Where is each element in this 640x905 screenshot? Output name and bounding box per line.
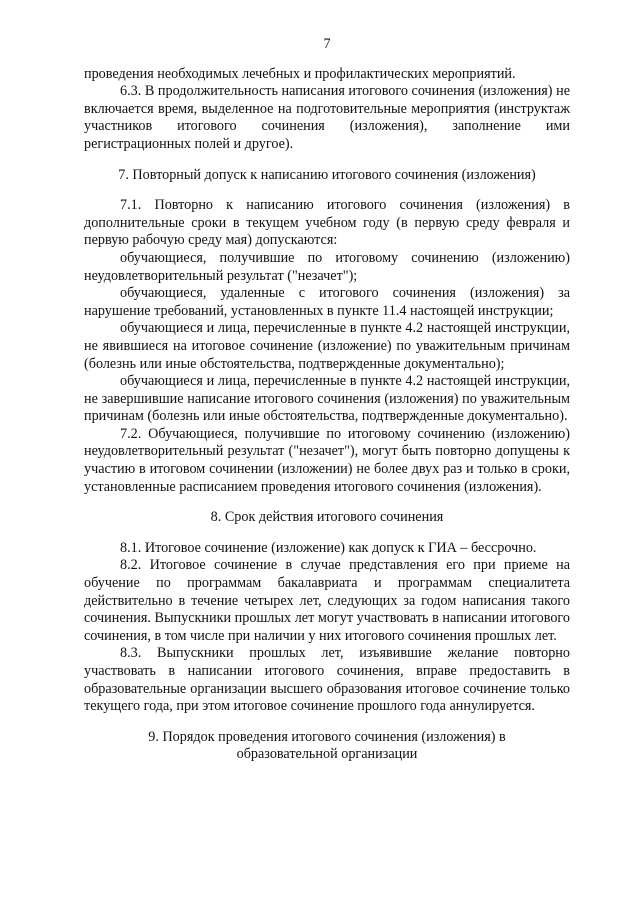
list-item-removed-participants: обучающиеся, удаленные с итогового сочинения (изложения) за нарушение требований, установленных в пункте 11.4 настоящей инструкции; — [84, 285, 570, 319]
page-number: 7 — [323, 36, 331, 52]
list-item-unsatisfactory-result: обучающиеся, получившие по итоговому сочинению (изложению) неудовлетворительный результат ("незачет"); — [84, 249, 570, 284]
paragraph-6-3: 6.3. В продолжительность написания итогового сочинения (изложения) не включается время, выделенное на подготовительные мероприятия (инструктаж участников итогового сочинения (изложения), заполнение ими регистрационных полей и другое). — [84, 83, 570, 152]
paragraph-8-1: 8.1. Итоговое сочинение (изложение) как допуск к ГИА – бессрочно. — [120, 539, 537, 556]
section-8-title: 8. Срок действия итогового сочинения — [210, 509, 444, 526]
paragraph-6-2-tail: проведения необходимых лечебных и профилактических мероприятий. — [84, 65, 516, 82]
paragraph-8-2: 8.2. Итоговое сочинение в случае представления его при приеме на обучение по программам бакалавриата и программам специалитета действительно в течение четырех лет, следующих за годом написания такого сочинения. Выпускники прошлых лет могут участвовать в написании итогового сочинения, в том числе при наличии у них итогового сочинения прошлых лет. — [84, 557, 570, 644]
section-7-body — [84, 197, 570, 496]
paragraph-7-2: 7.2. Обучающиеся, получившие по итоговому сочинению (изложению) неудовлетворительный результат ("незачет"), могут быть повторно допущены к участию в итоговом сочинении (изложении) не более двух раз и только в сроки, установленные расписанием проведения итогового сочинения (изложения). — [84, 425, 570, 495]
section-9-title — [84, 729, 570, 764]
section-7-title: 7. Повторный допуск к написанию итогового сочинения (изложения) — [118, 166, 536, 183]
paragraph-7-1: 7.1. Повторно к написанию итогового сочинения (изложения) в дополнительные сроки в текущем учебном году (в первую среду февраля и первую рабочую среду мая) допускаются: — [84, 197, 570, 249]
section-6-continuation — [84, 66, 570, 154]
paragraph-8-3: 8.3. Выпускники прошлых лет, изъявившие желание повторно участвовать в написании итогового сочинения, вправе предоставить в образовательные организации высшего образования итоговое сочинение только текущего года, при этом итоговое сочинение прошлого года аннулируется. — [84, 645, 570, 715]
section-8-body — [84, 540, 570, 716]
section-9-title-line-2: образовательной организации — [236, 746, 418, 763]
list-item-absent-participants: обучающиеся и лица, перечисленные в пункте 4.2 настоящей инструкции, не явившиеся на итоговое сочинение (изложение) по уважительным причинам (болезнь или иные обстоятельства, подтвержденные документально); — [84, 320, 570, 372]
list-item-incomplete-participants: обучающиеся и лица, перечисленные в пункте 4.2 настоящей инструкции, не завершившие написание итогового сочинения (изложения) по уважительным причинам (болезнь или иные обстоятельства, подтвержденные документально). — [84, 373, 570, 425]
section-9-title-line-1: 9. Порядок проведения итогового сочинения (изложения) в — [148, 728, 506, 745]
